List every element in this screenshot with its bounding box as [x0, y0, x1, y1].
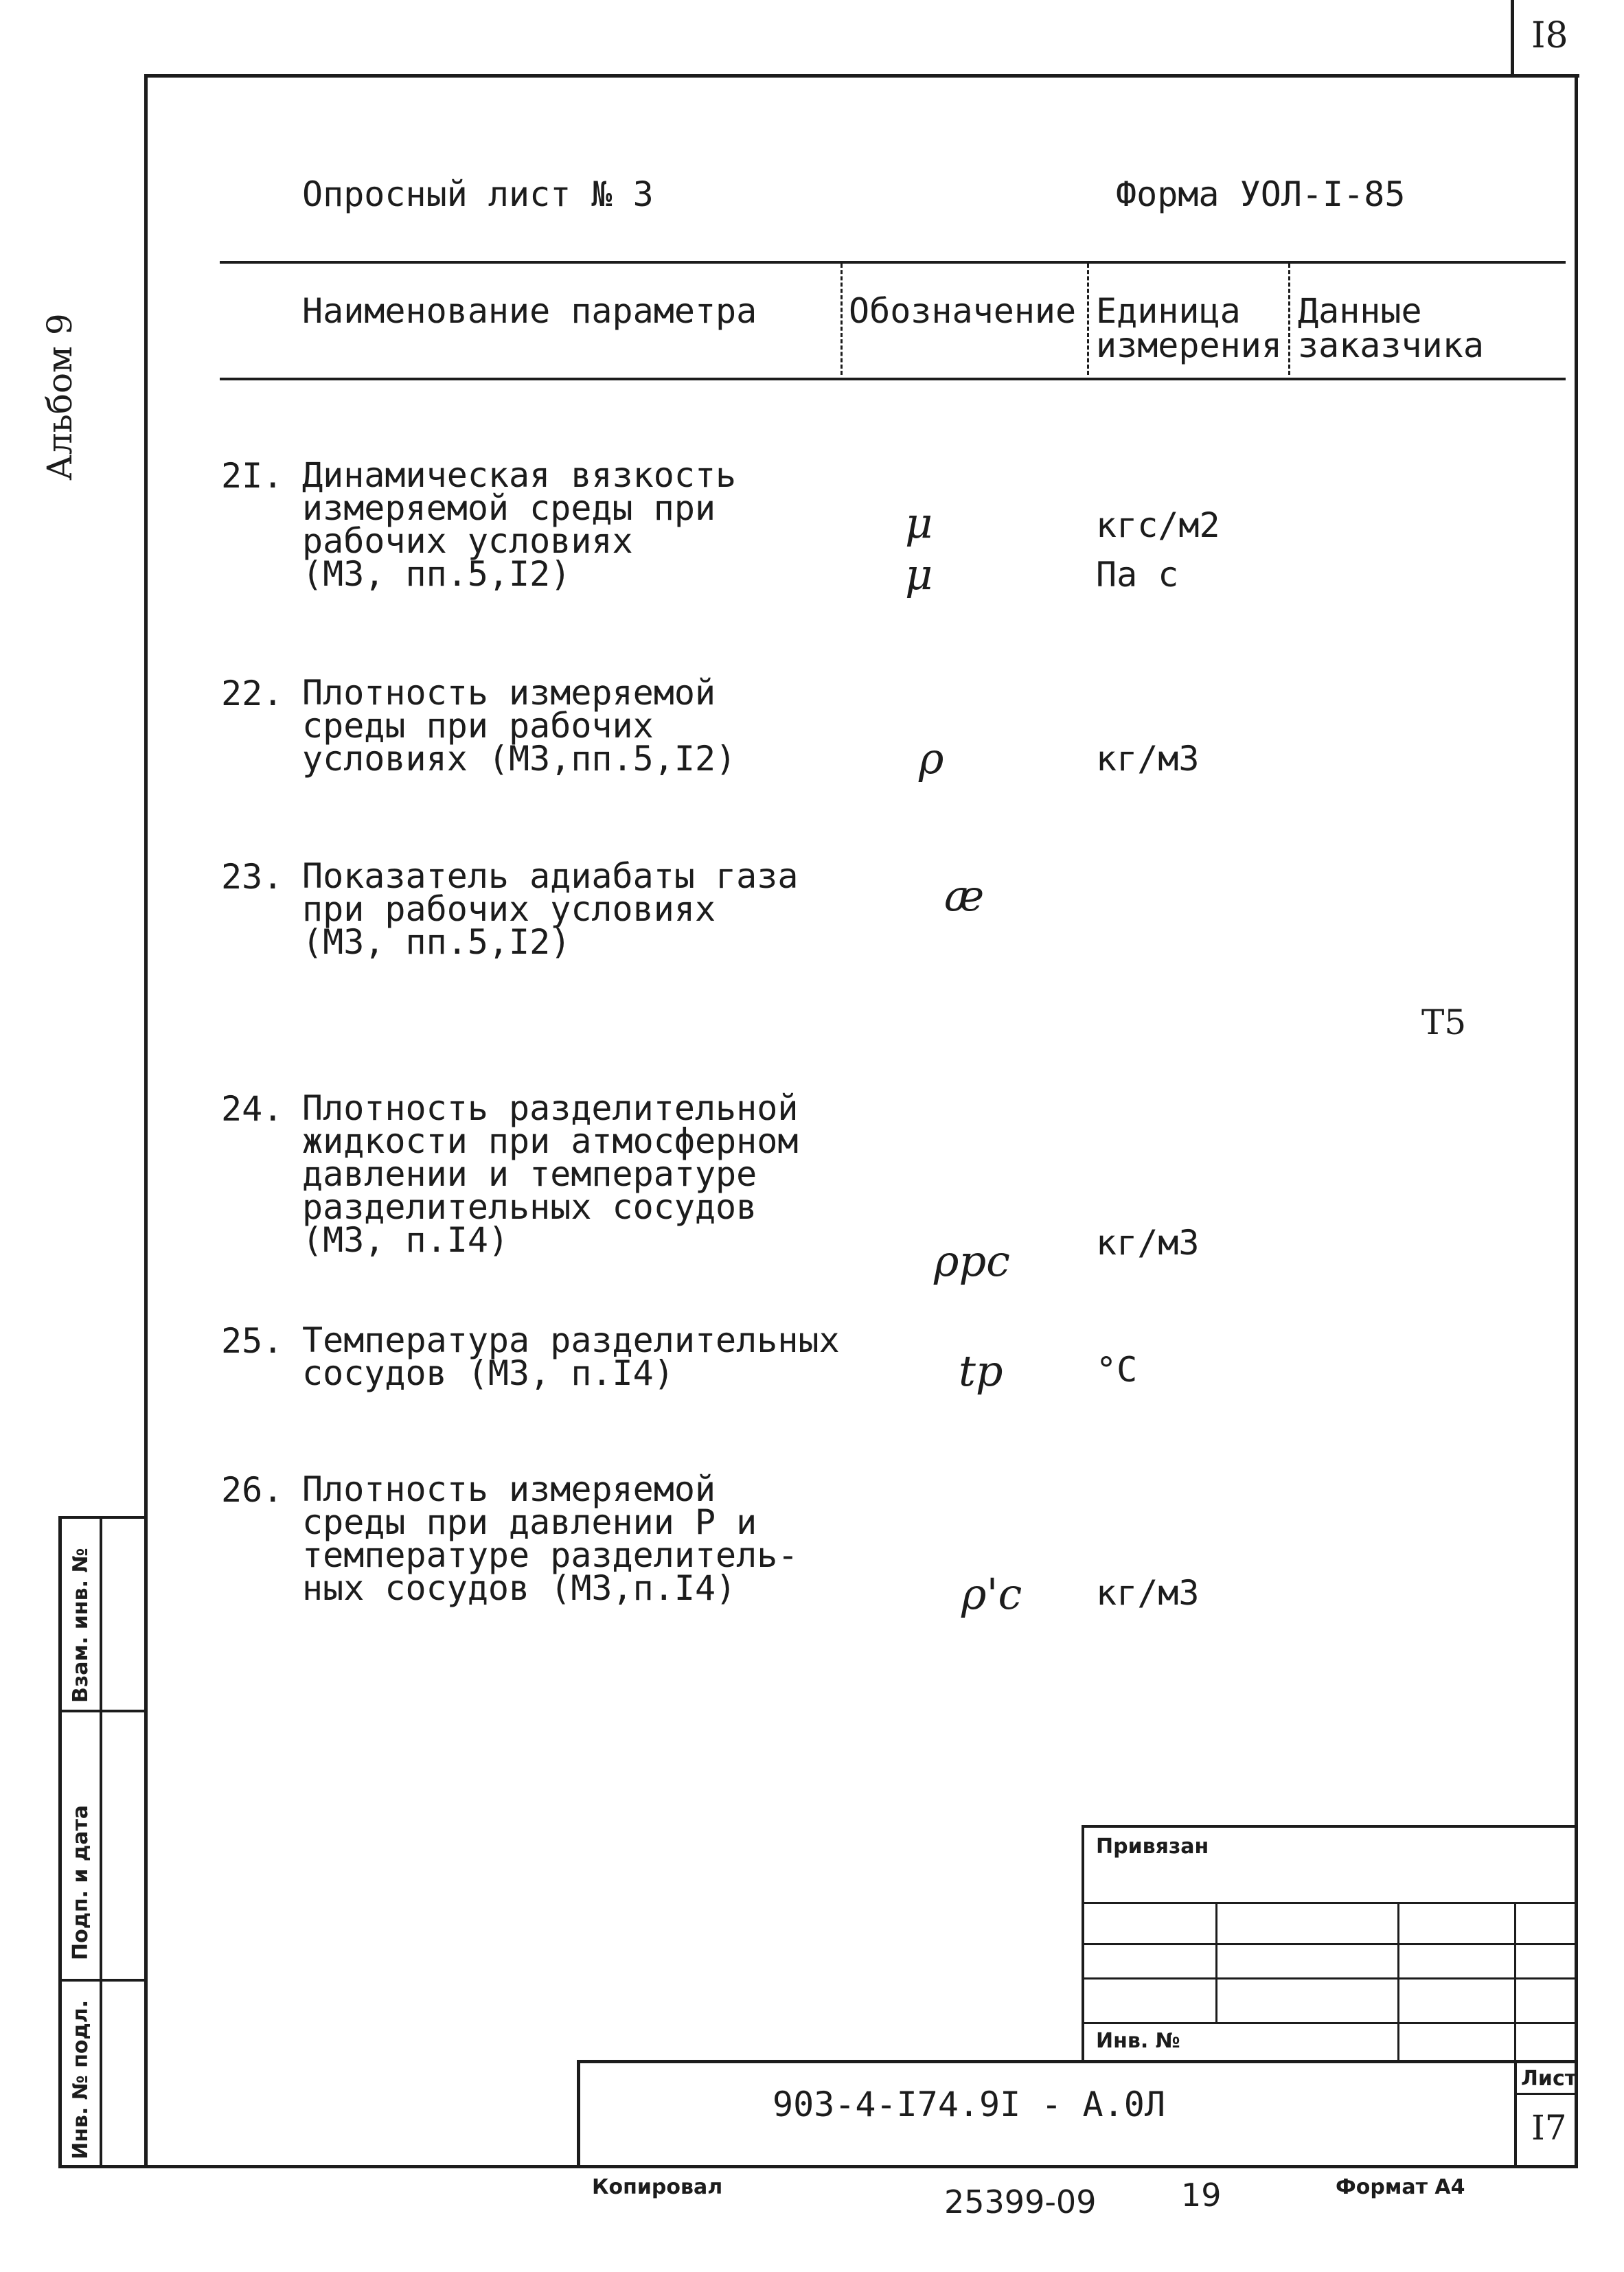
t5-mark: Т5 — [1421, 1002, 1467, 1042]
col-header-data-line1: Данные — [1298, 291, 1422, 331]
col-header-unit-line2: измерения — [1096, 325, 1282, 365]
sidebar-outer-left — [58, 1516, 62, 2168]
sidebar-inv-label: Инв. № подл. — [69, 1999, 93, 2159]
frame-right — [1575, 74, 1578, 2168]
col-sep-3 — [1288, 264, 1290, 375]
row-22-unit: кг/м3 — [1096, 739, 1200, 779]
row-21-unit-2: Па с — [1096, 555, 1179, 595]
privyazan-label: Привязан — [1096, 1835, 1209, 1859]
table-head-top-rule — [220, 261, 1566, 264]
privyazan-col-3 — [1514, 1902, 1516, 2062]
row-24-number: 24. — [221, 1089, 284, 1129]
privyazan-top — [1082, 1825, 1576, 1828]
row-24-text: Плотность разделительной жидкости при атмосферном давлении и температуре разделительных сосудов (МЗ, п.I4) — [302, 1088, 799, 1260]
list-label-rule — [1514, 2093, 1576, 2095]
format-label: Формат А4 — [1336, 2175, 1465, 2199]
sidebar-inner-line — [100, 1516, 102, 2168]
row-23-number: 23. — [221, 857, 284, 897]
list-label: Лист — [1521, 2067, 1577, 2091]
privyazan-col-2 — [1397, 1902, 1399, 2062]
row-25-text: Температура разделительных сосудов (МЗ, п.I4) — [302, 1320, 840, 1393]
privyazan-rule-4 — [1082, 2022, 1576, 2024]
col-sep-2 — [1087, 264, 1089, 375]
row-23-text: Показатель адиабаты газа при рабочих условиях (МЗ, пп.5,I2) — [302, 856, 799, 962]
list-number: I7 — [1531, 2108, 1567, 2148]
row-26-unit: кг/м3 — [1096, 1573, 1200, 1613]
frame-bottom — [58, 2165, 1578, 2168]
privyazan-rule-1 — [1082, 1902, 1576, 1904]
code-block-left — [577, 2060, 580, 2168]
privyazan-rule-3 — [1082, 1977, 1576, 1980]
row-24-symbol: ρpc — [934, 1236, 1010, 1286]
row-26-number: 26. — [221, 1470, 284, 1510]
privyazan-col-1 — [1215, 1902, 1217, 2022]
frame-left — [144, 74, 148, 2168]
row-21-text: Динамическая вязкость измеряемой среды при рабочих условиях (МЗ, пп.5,I2) — [302, 455, 737, 594]
page-number-divider — [1511, 0, 1514, 76]
row-25-number: 25. — [221, 1321, 284, 1361]
sidebar-top — [58, 1516, 146, 1519]
footer-sheet: 19 — [1181, 2177, 1222, 2214]
table-head-bottom-rule — [220, 378, 1566, 380]
sidebar-podp-label: Подп. и дата — [69, 1804, 93, 1960]
sheet-title: Опросный лист № 3 — [302, 174, 654, 214]
row-22-number: 22. — [221, 674, 284, 713]
row-21-unit-1: кгс/м2 — [1096, 505, 1220, 545]
col-header-unit-line1: Единица — [1096, 291, 1241, 331]
row-21-number: 2I. — [221, 456, 284, 496]
row-24-unit: кг/м3 — [1096, 1223, 1200, 1263]
sidebar-vzam-label: Взам. инв. № — [69, 1548, 93, 1703]
privyazan-rule-2 — [1082, 1943, 1576, 1945]
inv-no-label: Инв. № — [1096, 2029, 1180, 2053]
document-code: 903-4-I74.9I - А.0Л — [773, 2085, 1165, 2124]
row-25-symbol: tp — [959, 1346, 1003, 1396]
album-label: Альбом 9 — [40, 313, 80, 481]
code-block-right — [1514, 2060, 1517, 2168]
row-26-symbol: ρ'c — [961, 1569, 1022, 1619]
footer-number: 25399-09 — [944, 2183, 1097, 2221]
frame-top — [144, 74, 1579, 78]
col-header-name: Наименование параметра — [302, 291, 757, 331]
row-25-unit: °C — [1096, 1350, 1138, 1390]
row-21-symbol-2: μ — [905, 549, 933, 599]
row-22-symbol: ρ — [919, 733, 944, 783]
kopiroval-label: Копировал — [592, 2175, 723, 2199]
col-header-symbol: Обозначение — [849, 291, 1077, 331]
page-number: I8 — [1531, 15, 1568, 56]
row-21-symbol-1: μ — [905, 498, 933, 548]
col-sep-1 — [840, 264, 843, 375]
col-header-data-line2: заказчика — [1298, 325, 1484, 365]
sidebar-sep-2 — [58, 1979, 146, 1982]
code-block-top — [577, 2060, 1576, 2063]
row-26-text: Плотность измеряемой среды при давлении Р и температуре разделитель- ных сосудов (МЗ,п.I4) — [302, 1469, 799, 1608]
row-23-symbol: æ — [944, 871, 985, 921]
row-22-text: Плотность измеряемой среды при рабочих условиях (МЗ,пп.5,I2) — [302, 673, 737, 779]
sidebar-sep-1 — [58, 1710, 146, 1712]
form-code: Форма УОЛ-I-85 — [1116, 174, 1406, 214]
